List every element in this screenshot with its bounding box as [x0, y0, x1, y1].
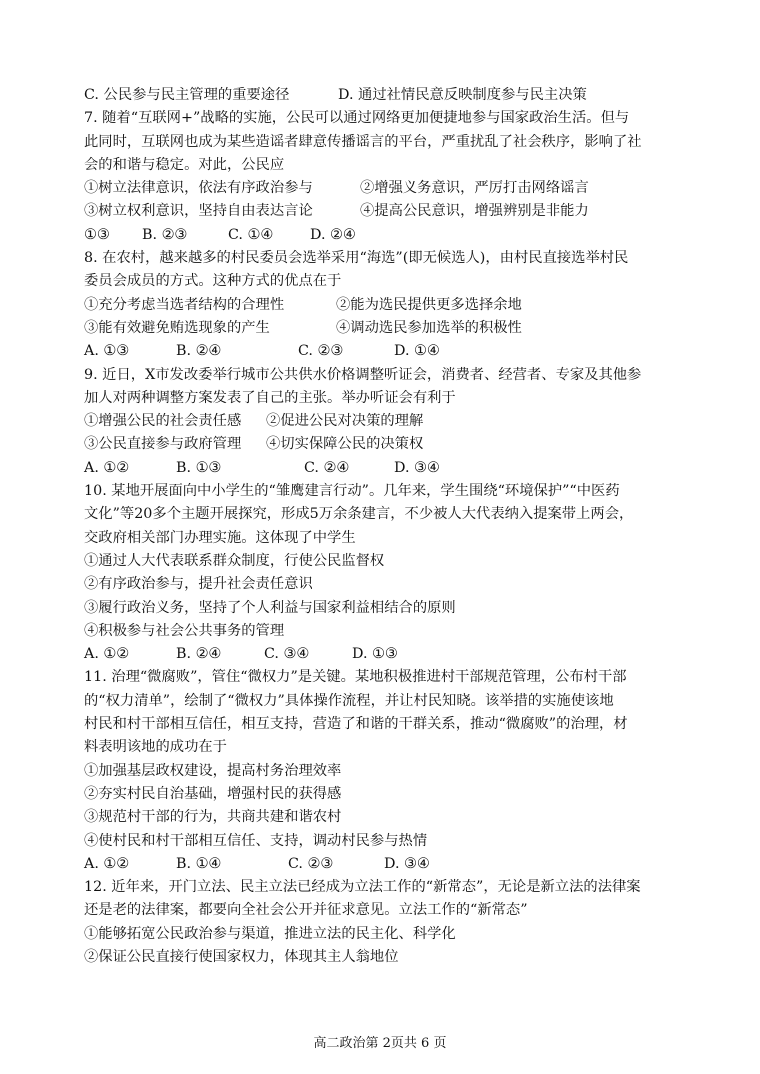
q10-stem-line: 10. 某地开展面向中小学生的“雏鹰建言行动”。几年来，学生围绕“环境保护”“中医药	[84, 483, 620, 500]
q12-statement-1: ①能够拓宽公民政治参与渠道，推进立法的民主化、科学化	[84, 925, 456, 942]
q8-answer-c: C. ②③	[298, 343, 344, 360]
q11-stem-line: 的“权力清单”，绘制了“微权力”具体操作流程，并让村民知晓。该举措的实施使该地	[84, 692, 614, 709]
q10-answers	[84, 643, 688, 666]
q7-statements	[84, 200, 688, 223]
q8-statement-2: ②能为选民提供更多选择余地	[336, 296, 522, 313]
q9-answer-b: B. ①③	[176, 459, 222, 476]
q10-answer-a: A. ①②	[84, 646, 130, 663]
q9-statement-2: ②促进公民对决策的理解	[266, 413, 424, 430]
q7-stem-line: 会的和谐与稳定。对此，公民应	[84, 156, 285, 173]
q9-stem-line: 9. 近日，X市发改委举行城市公共供水价格调整听证会，消费者、经营者、专家及其他参	[84, 366, 642, 383]
q9-statement-4: ④切实保障公民的决策权	[266, 436, 424, 453]
q11-stem-line: 料表明该地的成功在于	[84, 739, 227, 756]
q8-answer-a: A. ①③	[84, 343, 130, 360]
q7-statements	[84, 177, 688, 200]
q11-statement-3: ③规范村干部的行为，共商共建和谐农村	[84, 809, 342, 826]
q8-statements	[84, 317, 688, 340]
q7-stem-line: 此同时，互联网也成为某些造谣者肆意传播谣言的平台，严重扰乱了社会秩序，影响了社	[84, 133, 642, 150]
q11-statement-2: ②夯实村民自治基础，增强村民的获得感	[84, 785, 342, 802]
q9-statement-3: ③公民直接参与政府管理	[84, 436, 242, 453]
q7-answer-d: D. ②④	[310, 226, 356, 243]
q8-statement-4: ④调动选民参加选举的积极性	[336, 319, 522, 336]
q10-statement-4: ④积极参与社会公共事务的管理	[84, 622, 285, 639]
exam-content	[84, 84, 688, 969]
q7-answer-b: B. ②③	[142, 226, 188, 243]
q8-answer-d: D. ①④	[394, 343, 440, 360]
q7-answer-a: ①③	[84, 226, 110, 243]
q7-statement-2: ②增强义务意识，严厉打击网络谣言	[360, 180, 589, 197]
q12-stem-line: 12. 近年来，开门立法、民主立法已经成为立法工作的“新常态”，无论是新立法的法律案	[84, 879, 641, 896]
q8-statements	[84, 294, 688, 317]
q11-statement-1: ①加强基层政权建设，提高村务治理效率	[84, 762, 342, 779]
q9-answer-c: C. ②④	[304, 459, 350, 476]
q9-statements	[84, 410, 688, 433]
q11-statement-4: ④使村民和村干部相互信任、支持，调动村民参与热情	[84, 832, 428, 849]
q11-answer-c: C. ②③	[288, 855, 334, 872]
q7-answers	[84, 224, 688, 247]
q9-answer-d: D. ③④	[394, 459, 440, 476]
q6-option-c: C. 公民参与民主管理的重要途径	[84, 87, 290, 103]
q11-stem-line: 村民和村干部相互信任，相互支持，营造了和谐的干群关系，推动“微腐败”的治理，材	[84, 716, 628, 733]
q10-answer-c: C. ③④	[264, 646, 310, 663]
q10-statement-1: ①通过人大代表联系群众制度，行使公民监督权	[84, 552, 385, 569]
q9-answer-a: A. ①②	[84, 459, 130, 476]
q10-statement-3: ③履行政治义务，坚持了个人利益与国家利益相结合的原则	[84, 599, 456, 616]
q8-answers	[84, 340, 688, 363]
q8-statement-1: ①充分考虑当选者结构的合理性	[84, 296, 285, 313]
q11-stem-line: 11. 治理“微腐败”，管住“微权力”是关键。某地积极推进村干部规范管理，公布村干部	[84, 669, 627, 686]
q10-stem-line: 交政府相关部门办理实施。这体现了中学生	[84, 529, 356, 546]
q9-statement-1: ①增强公民的社会责任感	[84, 413, 242, 430]
q8-stem-line: 委员会成员的方式。这种方式的优点在于	[84, 273, 342, 290]
q8-stem-line: 8. 在农村，越来越多的村民委员会选举采用“海选”(即无候选人)，由村民直接选举村民	[84, 250, 629, 267]
page-footer: 高二政治第 2页共 6 页	[313, 1036, 447, 1051]
q11-answer-d: D. ③④	[384, 855, 430, 872]
q9-stem-line: 加人对两种调整方案发表了自己的主张。举办听证会有利于	[84, 389, 456, 406]
q11-answer-b: B. ①④	[176, 855, 222, 872]
q7-answer-c: C. ①④	[228, 226, 274, 243]
q7-statement-3: ③树立权利意识，坚持自由表达言论	[84, 203, 313, 220]
q12-statement-2: ②保证公民直接行使国家权力，体现其主人翁地位	[84, 948, 399, 965]
q7-stem-line: 7. 随着“互联网+”战略的实施，公民可以通过网络更加便捷地参与国家政治生活。但与	[84, 110, 630, 127]
q6-options	[84, 84, 688, 107]
q11-answer-a: A. ①②	[84, 855, 130, 872]
q11-answers	[84, 853, 688, 876]
q9-statements	[84, 433, 688, 456]
q7-statement-4: ④提高公民意识，增强辨别是非能力	[360, 203, 589, 220]
q10-answer-d: D. ①③	[352, 646, 398, 663]
q6-option-d: D. 通过社情民意反映制度参与民主决策	[338, 87, 587, 103]
q9-answers	[84, 457, 688, 480]
q8-statement-3: ③能有效避免贿选现象的产生	[84, 319, 270, 336]
q10-answer-b: B. ②④	[176, 646, 222, 663]
q8-answer-b: B. ②④	[176, 343, 222, 360]
q7-statement-1: ①树立法律意识，依法有序政治参与	[84, 180, 313, 197]
q10-stem-line: 文化”等20多个主题开展探究，形成5万余条建言，不少被人大代表纳入提案带上两会，	[84, 506, 634, 523]
q10-statement-2: ②有序政治参与，提升社会责任意识	[84, 576, 313, 593]
q12-stem-line: 还是老的法律案，都要向全社会公开并征求意见。立法工作的“新常态”	[84, 902, 528, 919]
